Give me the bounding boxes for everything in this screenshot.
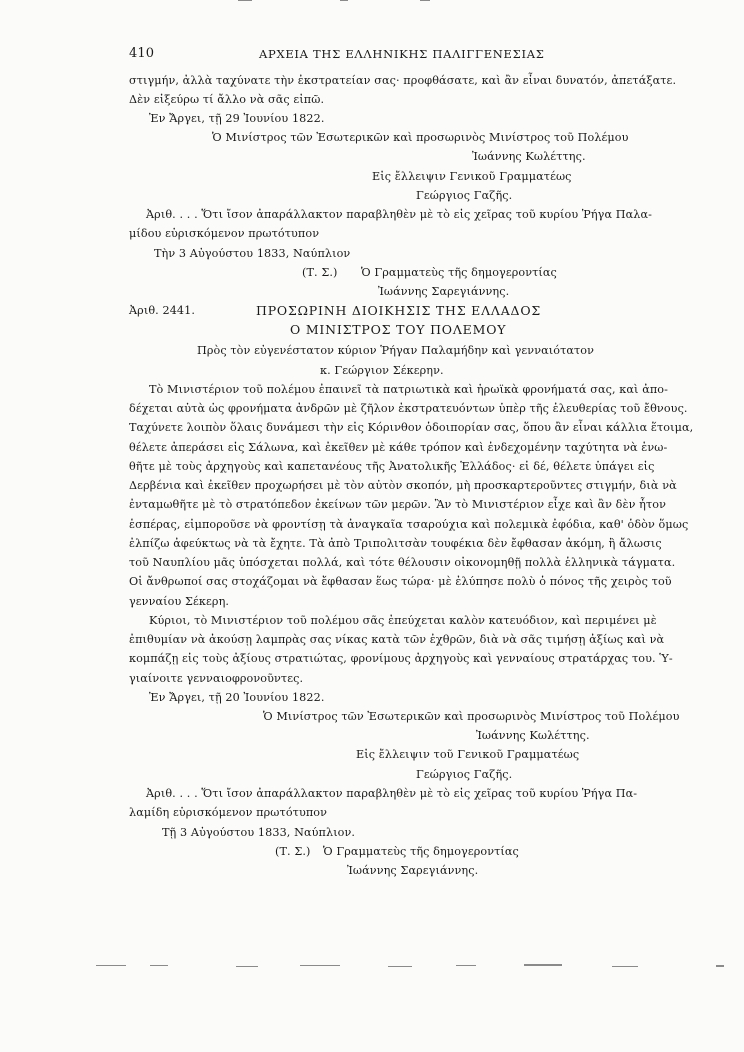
doc2-certification-line-2: λαμίδη εὑρισκόμενον πρωτότυπον xyxy=(129,806,328,819)
doc1-line-2: Δὲν εἰξεύρω τί ἄλλο νὰ σᾶς εἰπῶ. xyxy=(129,93,325,106)
doc2-date: Ἐν Ἄργει, τῇ 20 Ἰουνίου 1822. xyxy=(149,691,325,704)
doc1-signatory-name: Ἰωάννης Κωλέττης. xyxy=(472,150,586,163)
doc2-cert-name: Ἰωάννης Σαρεγιάννης. xyxy=(347,864,479,877)
scan-artifact xyxy=(716,965,724,967)
doc2-para1-line: τοῦ Ναυπλίου μᾶς ὑπόσχεται πολλά, καὶ τότε θέλουσιν οἰκονομηθῇ πολλὰ ἑλληνικὰ τάγματα. xyxy=(129,556,676,569)
doc1-cert-name: Ἰωάννης Σαρεγιάννης. xyxy=(378,285,510,298)
scan-artifact xyxy=(456,965,476,966)
doc2-cert-date: Τῇ 3 Αὐγούστου 1833, Ναύπλιον. xyxy=(162,826,356,839)
doc2-signatory-name: Ἰωάννης Κωλέττης. xyxy=(476,729,590,742)
doc2-heading-1: ΠΡΟΣΩΡΙΝΗ ΔΙΟΙΚΗΣΙΣ ΤΗΣ ΕΛΛΑΔΟΣ xyxy=(256,303,542,318)
scan-artifact xyxy=(300,965,340,966)
doc1-cert-title: Ὁ Γραμματεὺς τῆς δημογεροντίας xyxy=(361,266,557,279)
doc2-para1-line: ἐνταμωθῆτε μὲ τὸ στρατόπεδον ἐκείνων τῶν μερῶν. Ἂν τὸ Μινιστέριον εἶχε καὶ ἂν δὲν ἦτον xyxy=(129,498,667,511)
doc1-line-1: στιγμήν, ἀλλὰ ταχύνατε τὴν ἐκστρατείαν σας· προφθάσατε, καὶ ἂν εἶναι δυνατόν, ἀπετάξατε. xyxy=(129,74,677,87)
doc2-para1-line: Τὸ Μινιστέριον τοῦ πολέμου ἐπαινεῖ τὰ πατριωτικὰ καὶ ἡρωϊκὰ φρονήματά σας, καὶ ἀπο- xyxy=(149,383,669,396)
doc2-certification-line-1: Ἀριθ. . . . Ὅτι ἴσον ἀπαράλλακτον παραβληθὲν μὲ τὸ εἰς χεῖρας τοῦ κυρίου Ῥήγα Πα- xyxy=(146,787,638,800)
doc2-para2-line: Κύριοι, τὸ Μινιστέριον τοῦ πολέμου σᾶς ἐπεύχεται καλὸν κατευόδιον, καὶ περιμένει μὲ xyxy=(149,614,657,627)
doc2-para2-line: ἐπιθυμίαν νὰ ἀκούσῃ λαμπρὰς σας νίκας κατὰ τῶν ἐχθρῶν, διὰ νὰ σᾶς τιμήσῃ ἀξίως καὶ νὰ xyxy=(129,633,665,646)
doc2-para1-line: Ταχύνετε λοιπὸν ὅλαις δυνάμεσι τὴν εἰς Κόρινθον ὁδοιπορίαν σας, ὅπου ἂν εἶναι κάλλια ἕτοιμα, xyxy=(129,421,694,434)
doc2-para1-line: Οἱ ἄνθρωποί σας στοχάζομαι νὰ ἔφθασαν ἕως τώρα· μὲ ἐλύπησε πολὺ ὁ πόνος τῆς χειρὸς τοῦ xyxy=(129,575,672,588)
scan-artifact xyxy=(238,0,252,1)
page-number: 410 xyxy=(129,46,155,61)
doc2-address-1: Πρὸς τὸν εὐγενέστατον κύριον Ῥήγαν Παλαμήδην καὶ γενναιότατον xyxy=(197,344,595,357)
running-title: ΑΡΧΕΙΑ ΤΗΣ ΕΛΛΗΝΙΚΗΣ ΠΑΛΙΓΓΕΝΕΣΙΑΣ xyxy=(259,47,545,61)
doc2-heading-2: Ο ΜΙΝΙΣΤΡΟΣ ΤΟΥ ΠΟΛΕΜΟΥ xyxy=(290,322,507,337)
doc2-para1-line: Δερβένια καὶ ἐκεῖθεν προχωρήσει μὲ τὸν αὐτὸν σκοπόν, μὴ προσκαρτεροῦντες στιγμήν, διὰ νὰ xyxy=(129,479,677,492)
scan-artifact xyxy=(388,966,412,967)
doc2-para1-line: ἑσπέρας, εἰμποροῦσε νὰ φροντίσῃ τὰ ἀναγκαῖα τσαρούχια καὶ πολεμικὰ ἐφόδια, καθ' ὁδὸν ὅμως xyxy=(129,518,689,531)
doc2-address-2: κ. Γεώργιον Σέκερην. xyxy=(320,364,444,377)
doc1-cert-date: Τὴν 3 Αὐγούστου 1833, Ναύπλιον xyxy=(154,247,351,260)
doc1-seal: (Τ. Σ.) xyxy=(302,266,338,279)
doc1-secretary-title: Εἰς ἔλλειψιν Γενικοῦ Γραμματέως xyxy=(372,170,572,183)
doc2-para1-line: θῆτε μὲ τοὺς ἀρχηγοὺς καὶ καπετανέους τῆς Ἀνατολικῆς Ἑλλάδος· εἰ δέ, θέλετε ὑπάγει εἰς xyxy=(129,460,655,473)
doc1-certification-line-2: μίδου εὑρισκόμενον πρωτότυπον xyxy=(129,227,320,240)
scan-artifact xyxy=(612,966,638,967)
doc2-para1-line: γενναίου Σέκερη. xyxy=(129,595,230,608)
doc2-cert-title: Ὁ Γραμματεὺς τῆς δημογεροντίας xyxy=(323,845,519,858)
scan-artifact xyxy=(96,965,126,966)
doc2-para2-line: γιαίνοιτε γενναιοφρονοῦντες. xyxy=(129,672,304,685)
doc1-signatory-title: Ὁ Μινίστρος τῶν Ἐσωτερικῶν καὶ προσωρινὸς Μινίστρος τοῦ Πολέμου xyxy=(212,131,629,144)
scan-artifact xyxy=(524,964,562,966)
doc2-signatory-title: Ὁ Μινίστρος τῶν Ἐσωτερικῶν καὶ προσωρινὸς Μινίστρος τοῦ Πολέμου xyxy=(263,710,680,723)
doc2-para1-line: θέλετε ἀπεράσει εἰς Σάλωνα, καὶ ἐκεῖθεν μὲ κάθε τρόπον καὶ ἐνδεχομένην ταχύτητα νὰ ἑνω- xyxy=(129,441,668,454)
doc2-secretary-title: Εἰς ἔλλειψιν τοῦ Γενικοῦ Γραμματέως xyxy=(356,748,580,761)
doc2-number: Ἀριθ. 2441. xyxy=(129,304,196,317)
scan-artifact xyxy=(420,0,430,1)
doc2-seal: (Τ. Σ.) xyxy=(275,845,311,858)
doc2-para1-line: ἐλπίζω ἀφεύκτως νὰ τὰ ἔχητε. Τὰ ἀπὸ Τριπολιτσὰν τουφέκια δὲν ἔφθασαν ἀκόμη, ἢ ἄλωσις xyxy=(129,537,662,550)
doc1-date: Ἐν Ἄργει, τῇ 29 Ἰουνίου 1822. xyxy=(149,112,325,125)
doc2-secretary-name: Γεώργιος Γαζῆς. xyxy=(416,768,513,781)
scan-artifact xyxy=(150,965,168,966)
doc1-secretary-name: Γεώργιος Γαζῆς. xyxy=(416,189,513,202)
doc1-certification-line-1: Ἀριθ. . . . Ὅτι ἴσον ἀπαράλλακτον παραβληθὲν μὲ τὸ εἰς χεῖρας τοῦ κυρίου Ῥήγα Παλα- xyxy=(146,208,652,221)
scan-artifact xyxy=(340,0,348,1)
doc2-para2-line: κομπάζῃ εἰς τοὺς ἀξίους στρατιώτας, φρονίμους ἀρχηγοὺς καὶ γενναίους στρατάρχας του. Ὑ- xyxy=(129,652,673,665)
doc2-para1-line: δέχεται αὐτὰ ὡς φρονήματα ἀνδρῶν μὲ ζῆλον ἐκστρατευόντων ὑπὲρ τῆς ἐλευθερίας τοῦ ἔθνους. xyxy=(129,402,688,415)
scan-artifact xyxy=(236,966,258,967)
